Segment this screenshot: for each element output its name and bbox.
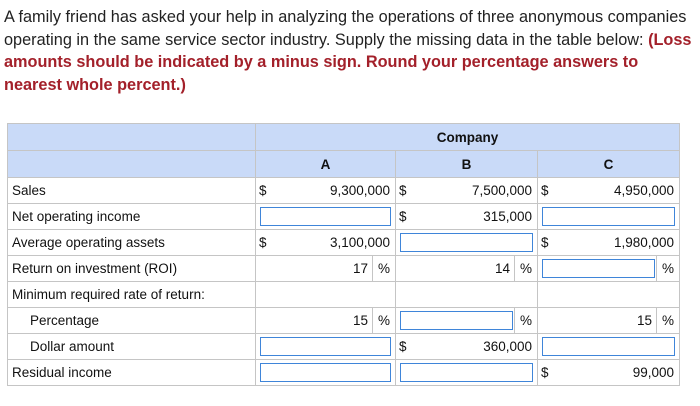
row-label-minrate: Minimum required rate of return: [8,282,256,308]
column-header-c: C [538,151,680,178]
header-blank-2 [8,151,256,178]
table-row-noi [8,204,680,230]
percentage-c-value: 15 [637,313,653,328]
dollar-b-value: 360,000 [483,339,532,354]
residual-c-value: 99,000 [632,365,675,380]
noi-b-value: 315,000 [483,209,532,224]
roi-a-value: 17 [352,261,368,276]
noi-a-input[interactable] [260,207,391,226]
row-label-residual: Residual income [8,360,256,386]
residual-a-input[interactable] [260,363,391,382]
roi-c-input[interactable] [542,259,655,278]
aoa-a-value: 3,100,000 [329,235,390,250]
dollar-c-input[interactable] [542,337,675,356]
roi-b-value: 14 [494,261,510,276]
aoa-c-value: 1,980,000 [613,235,675,250]
data-table [7,123,680,386]
sales-b-value: 7,500,000 [471,183,532,198]
table-row-aoa [8,230,680,256]
currency-symbol: $ [259,235,267,250]
percent-sign: % [372,308,395,333]
row-label-percentage: Percentage [8,308,256,334]
percentage-b-input[interactable] [400,311,513,330]
row-label-roi: Return on investment (ROI) [8,256,256,282]
currency-symbol: $ [541,235,549,250]
prompt-instructions: (Loss amounts should be indicated by a minus sign. Round your percentage answers to nearest whole percent.) [4,30,692,94]
sales-a-value: 9,300,000 [329,183,390,198]
company-header: Company [256,124,680,151]
currency-symbol: $ [399,339,407,354]
prompt-text: A family friend has asked your help in analyzing the operations of three anonymous companies operating in the same service sector industry. Supply the missing data in the table below: [4,8,687,49]
currency-symbol: $ [541,365,549,380]
residual-b-input[interactable] [400,363,533,382]
currency-symbol: $ [399,209,407,224]
header-row-company [8,124,680,151]
sales-c-value: 4,950,000 [613,183,675,198]
dollar-a-input[interactable] [260,337,391,356]
percent-sign: % [514,308,537,333]
table-row-dollar [8,334,680,360]
table-row-roi [8,256,680,282]
percentage-a-value: 15 [352,313,368,328]
column-header-b: B [396,151,538,178]
currency-symbol: $ [541,183,549,198]
percent-sign: % [372,256,395,281]
noi-c-input[interactable] [542,207,675,226]
row-label-aoa: Average operating assets [8,230,256,256]
currency-symbol: $ [259,183,267,198]
currency-symbol: $ [399,183,407,198]
percent-sign: % [514,256,537,281]
table-row-sales [8,178,680,204]
row-label-dollar: Dollar amount [8,334,256,360]
table-row-residual [8,360,680,386]
question-prompt [4,6,696,96]
header-blank [8,124,256,151]
percent-sign: % [656,256,679,281]
table-row-minrate [8,282,680,308]
percent-sign: % [656,308,679,333]
header-row-columns [8,151,680,178]
aoa-b-input[interactable] [400,233,533,252]
table-row-percentage [8,308,680,334]
row-label-noi: Net operating income [8,204,256,230]
column-header-a: A [256,151,396,178]
row-label-sales: Sales [8,178,256,204]
